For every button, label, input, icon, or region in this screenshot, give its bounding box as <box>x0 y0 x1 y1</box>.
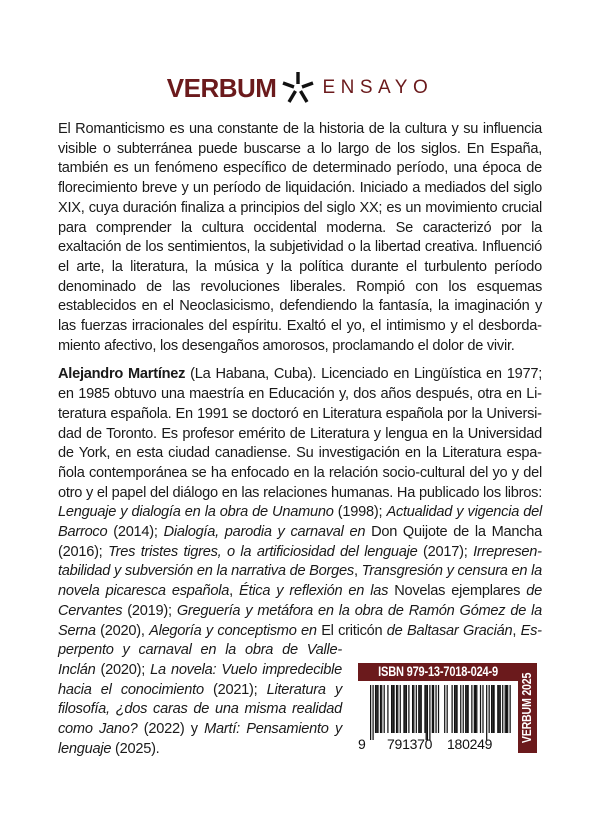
book-title-part: Dialogía, parodia y carnaval en <box>163 524 372 541</box>
barcode-bar <box>405 685 406 733</box>
barcode-bar <box>465 685 466 733</box>
barcode-bar <box>476 685 477 733</box>
book-list <box>58 504 542 638</box>
barcode-bar <box>460 685 461 733</box>
barcode-bar <box>427 685 428 740</box>
barcode-bar <box>380 685 381 733</box>
barcode-bars <box>370 685 512 740</box>
book-title-part: Transgresión y censura en la novela picaresca española <box>58 563 543 600</box>
barcode-bar <box>468 685 469 733</box>
barcode-bar <box>424 685 425 733</box>
book-title-part: El criticón <box>321 622 383 639</box>
barcode-bar <box>451 685 452 733</box>
side-label: VERBUM 2025 <box>519 672 534 744</box>
barcode-bar <box>375 685 376 733</box>
barcode-bar <box>466 685 467 733</box>
barcode-bar <box>381 685 382 733</box>
barcode-bar <box>505 685 506 733</box>
barcode-bar <box>507 685 508 733</box>
barcode-bar <box>474 685 475 733</box>
barcode-bar <box>397 685 398 733</box>
barcode-bar <box>455 685 456 733</box>
author-bio-intro: (La Habana, Cuba). Licenciado en Lingüística en 1977; en 1985 obtuvo una maestría en Educación y, dos años después, otra en Literatura española. En 1991 se doctoró en Literatura española por la Universidad de Toronto. Es profesor emérito de Literatura y lengua en la Universidad de York, en esta ciudad canadiense. Su investigación en la Literatura española contemporánea se ha enfocado en la relación socio-cultural del yo y del otro y el papel del diálogo en las relaciones humanas. Ha publicado los libros: <box>58 366 542 501</box>
book-title-part: Tres tristes tigres, o la artificiosidad del lenguaje <box>108 543 418 560</box>
barcode-bar <box>400 685 401 733</box>
book-title-part: Don Quijote de la Mancha <box>371 524 542 541</box>
barcode-bar <box>491 685 492 733</box>
isbn-label: ISBN 979-13-7018-024-9 <box>378 663 498 679</box>
isbn-barcode-block <box>358 663 542 755</box>
barcode-bar <box>429 685 430 740</box>
book-year: (2020); <box>95 661 151 678</box>
isbn-band <box>358 663 518 681</box>
barcode-bar <box>384 685 385 733</box>
barcode-bar <box>376 685 377 733</box>
book-year: (2022) y <box>137 721 205 738</box>
book-title-part: Actualidad y vigencia del Barroco <box>58 504 542 541</box>
barcode-bar <box>438 685 439 733</box>
barcode-bar <box>456 685 457 733</box>
book-year: , <box>353 563 362 580</box>
barcode-bar <box>408 685 409 733</box>
book-title-part: Irrepresentabilidad y subversión en la narrativa de Borges <box>58 543 542 580</box>
barcode-bar <box>482 685 483 733</box>
logo-verbum-text: VERBUM <box>166 72 277 103</box>
author-name: Alejandro Martínez <box>58 366 186 383</box>
book-year: (2016); <box>58 543 109 560</box>
barcode-bar <box>413 685 414 733</box>
side-band <box>518 663 537 753</box>
barcode-bar <box>506 685 507 733</box>
book-year: , <box>512 622 521 639</box>
barcode-bar <box>403 685 404 733</box>
book-title-part: Novelas ejemplares <box>394 583 521 600</box>
book-year: (2020), <box>95 622 150 639</box>
barcode-bar <box>444 685 445 733</box>
book-title-part: de Baltasar Gracián <box>382 622 513 639</box>
barcode-bar <box>433 685 434 733</box>
book-title-part: Lenguaje y dialogía en la obra de Unamuno <box>58 504 334 521</box>
star-icon <box>280 70 316 106</box>
barcode-bar <box>372 685 373 740</box>
barcode-bar <box>393 685 394 733</box>
barcode-bar <box>502 685 503 733</box>
book-year: (2014); <box>107 524 164 541</box>
barcode-bar <box>454 685 455 733</box>
synopsis-paragraph: El Romanticismo es una constante de la historia de la cultura y su influencia visible o subterránea puede buscarse a lo largo de los siglos. En España, también es un fenómeno específico de determinado período, una época de florecimiento breve y un período de liquidación. Iniciado a mediados del siglo XIX, cuya duración finaliza a principios del siglo XX; es un movimiento crucial para comprender la cultura occidental moderna. Se caracterizó por la exaltación de los sentimientos, la subjetividad o la libertad creativa. Influenció el arte, la literatura, la música y la política durante el turbulento período denominado de las revoluciones liberales. Rompió con los esquemas establecidos en el Neoclasicismo, defendiendo la fantasía, la imaginación y las fuerzas irracionales del espíritu. Exaltó el yo, el intimismo y el desbordamiento afectivo, los desengaños amorosos, proclamando el dolor de vivir. <box>58 121 542 354</box>
barcode-digits-right: 180249 <box>447 735 493 752</box>
barcode-bar <box>426 685 427 740</box>
barcode-bar <box>419 685 420 733</box>
book-title-part: Ética y reflexión en las <box>239 583 395 600</box>
barcode-bar <box>396 685 397 733</box>
book-title-part: Alegoría y conceptismo en <box>149 622 322 639</box>
book-title-part: Martí: Pensamiento y lenguaje <box>58 721 342 757</box>
barcode-bar <box>480 685 481 733</box>
barcode-bar <box>486 685 487 740</box>
barcode-bar <box>370 685 371 740</box>
book-year: (1998); <box>333 504 387 521</box>
barcode-bar <box>416 685 417 733</box>
barcode-bar <box>392 685 393 733</box>
publisher-logo <box>0 70 600 106</box>
barcode-bar <box>447 685 448 733</box>
barcode-bar <box>406 685 407 733</box>
barcode-bar <box>510 685 511 733</box>
back-cover-text <box>58 120 542 760</box>
book-title-part: Greguería y metáfora en la obra de Ramón Gómez de la Serna <box>58 602 542 639</box>
barcode-bar <box>418 685 419 733</box>
book-title-part: La novela: Vuelo impredecible hacia el conocimiento <box>58 661 342 698</box>
book-title-part: Literatura y filosofía, ¿dos caras de una misma realidad como Jano? <box>58 681 342 738</box>
barcode-bar <box>463 685 464 733</box>
book-year: , <box>229 583 240 600</box>
barcode-bar <box>377 685 378 733</box>
barcode-digits-left: 791370 <box>387 735 433 752</box>
book-year: (2019); <box>122 602 177 619</box>
barcode-bar <box>391 685 392 733</box>
book-title-part: Esperpento y carnaval en la obra de Valle-Inclán <box>58 622 542 678</box>
barcode-bar <box>387 685 388 733</box>
barcode-bar <box>432 685 433 733</box>
book-year: (2017); <box>417 543 474 560</box>
book-year: (2025). <box>111 740 160 757</box>
barcode-bar <box>489 685 490 733</box>
book-year: (2021); <box>203 681 267 698</box>
barcode-bar <box>497 685 498 733</box>
barcode-bar <box>493 685 494 733</box>
barcode-bar <box>500 685 501 733</box>
barcode-bar <box>475 685 476 733</box>
barcode-bar <box>492 685 493 733</box>
barcode-bar <box>412 685 413 733</box>
book-title-part: de Cervantes <box>58 583 542 619</box>
logo-collection-text: ENSAYO <box>322 77 434 98</box>
barcode-bar <box>435 685 436 733</box>
barcode-digit-first: 9 <box>358 735 366 752</box>
barcode-bar <box>471 685 472 733</box>
barcode-bar <box>421 685 422 733</box>
barcode-bar <box>498 685 499 733</box>
